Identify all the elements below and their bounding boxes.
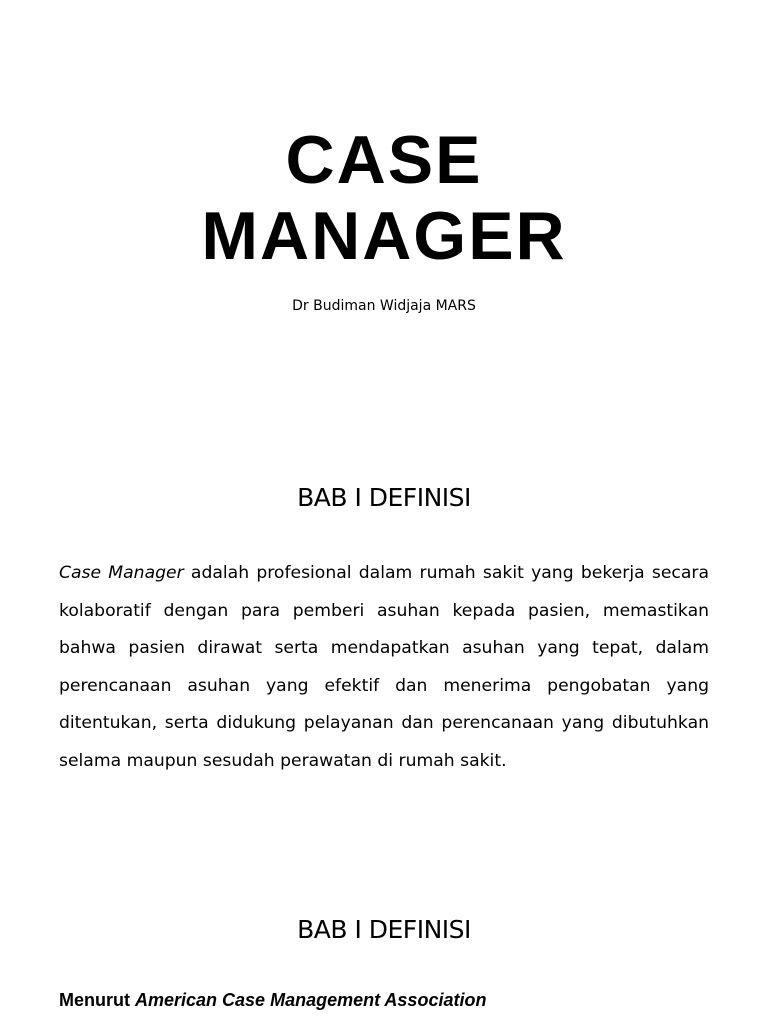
author-name: Dr Budiman Widjaja MARS bbox=[292, 298, 476, 314]
definition-paragraph bbox=[59, 555, 709, 781]
title-line-1: CASE bbox=[285, 122, 483, 198]
document-title bbox=[0, 122, 768, 274]
source-organization: American Case Management Association bbox=[135, 990, 487, 1010]
title-line-2: MANAGER bbox=[201, 198, 567, 274]
source-line bbox=[59, 988, 486, 1012]
section-heading-2: BAB I DEFINISI bbox=[297, 915, 471, 944]
definition-body: adalah profesional dalam rumah sakit yang bekerja secara kolaboratif dengan para pemberi asuhan kepada pasien, memastikan bahwa pasien dirawat serta mendapatkan asuhan yang tepat, dalam perencanaan asuhan yang efektif dan menerima pengobatan yang ditentukan, serta didukung pelayanan dan perencanaan yang dibutuhkan selama maupun sesudah perawatan di rumah sakit. bbox=[59, 563, 709, 771]
source-lead: Menurut bbox=[59, 990, 135, 1010]
definition-term: Case Manager bbox=[59, 563, 184, 583]
section-heading-1: BAB I DEFINISI bbox=[297, 483, 471, 512]
